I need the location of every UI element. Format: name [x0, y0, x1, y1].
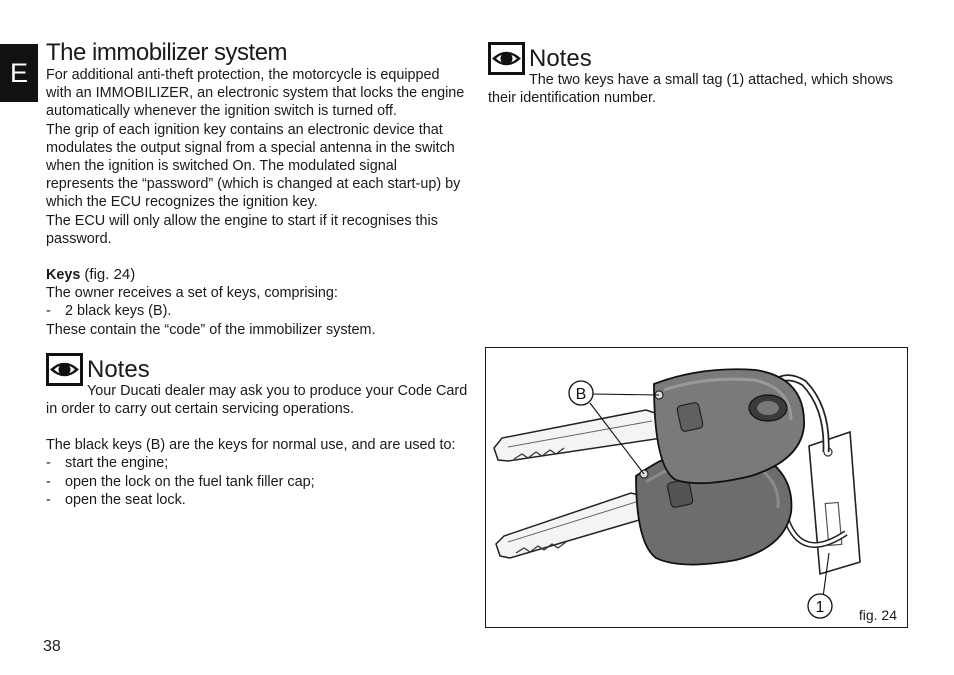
figure-label: fig. 24: [858, 607, 897, 623]
spacer: [46, 248, 468, 266]
section-title: The immobilizer system: [46, 39, 288, 66]
note-text-2: [488, 71, 908, 107]
keys-note: These contain the “code” of the immobilizer system.: [46, 321, 376, 338]
note-header-2: [488, 40, 908, 72]
keys-heading: Keys: [46, 267, 81, 284]
use-item-2: - open the lock on the fuel tank filler cap;: [46, 473, 468, 491]
intro-paragraph-1: For additional anti-theft protection, the motorcycle is equipped with an IMMOBILIZER, an electronic system that locks the engine automatically whenever the ignition switch is turned off.: [46, 67, 465, 120]
section-tab: E: [0, 44, 38, 102]
keys-list-item: - 2 black keys (B).: [46, 302, 468, 320]
note-title-2: Notes: [529, 45, 592, 72]
note-text-1-body: Your Ducati dealer may ask you to produce your Code Card in order to carry out certain servicing operations.: [46, 382, 468, 418]
spacer: [46, 339, 468, 351]
key-figure: [485, 347, 908, 628]
callout-1-label: 1: [815, 599, 825, 616]
use-item-3: - open the seat lock.: [46, 491, 468, 509]
black-keys-text: The black keys (B) are the keys for normal use, and are used to:: [46, 437, 456, 454]
upper-key-illustration: [494, 369, 804, 483]
eye-icon: [46, 353, 83, 386]
use-item-1: - start the engine;: [46, 454, 468, 472]
note-text-1: [46, 382, 468, 418]
left-column: [46, 40, 468, 509]
keys-figure-ref: (fig. 24): [84, 266, 136, 284]
intro-paragraph-2: The grip of each ignition key contains an electronic device that modulates the output signal from a special antenna in the switch when the ignition is switched On. The modulated signal represents the “password” (which is changed at each start-up) by which the ECU recognizes the ignition key.: [46, 121, 461, 211]
note-title-1: Notes: [87, 355, 150, 383]
intro-paragraph-3: The ECU will only allow the engine to start if it recognises this password.: [46, 212, 438, 247]
eye-icon: [488, 42, 525, 75]
note-text-2-body: The two keys have a small tag (1) attached, which shows their identification number.: [488, 72, 893, 107]
callout-b-label: B: [575, 386, 587, 403]
key-tag-illustration: [809, 432, 860, 574]
right-column: [488, 40, 908, 107]
note-header-1: [46, 351, 468, 383]
page-number: 38: [43, 638, 61, 655]
keys-intro: The owner receives a set of keys, comprising:: [46, 285, 338, 302]
keys-subheading: [46, 266, 468, 284]
keys-illustration: [486, 348, 907, 627]
spacer: [46, 418, 468, 436]
